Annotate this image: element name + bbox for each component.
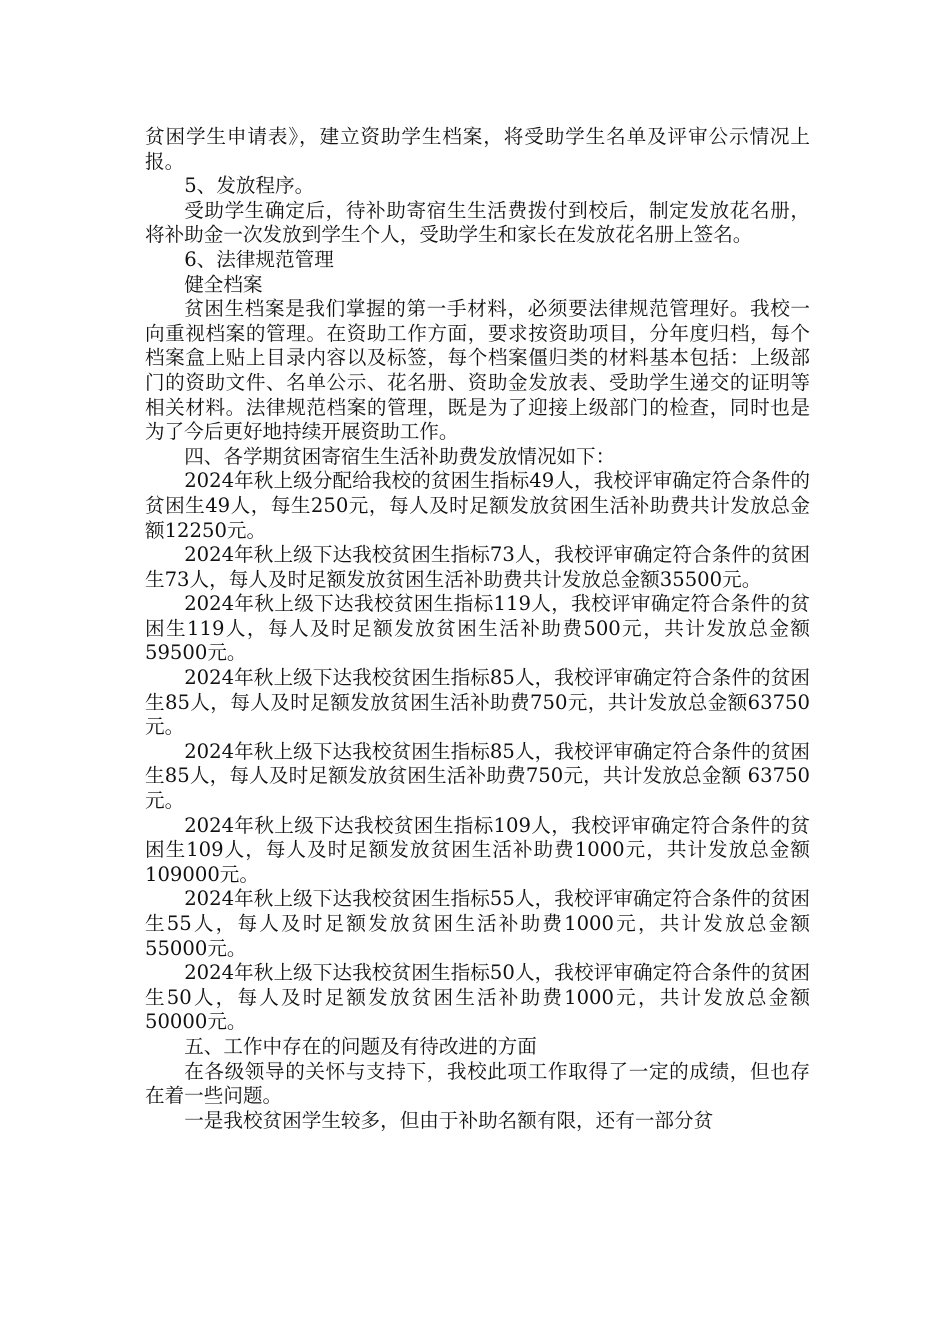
document-page [145, 125, 810, 1133]
paragraph-subsidy-record-5: 2024年秋上级下达我校贫困生指标85人，我校评审确定符合条件的贫困生85人，每人及时足额发放贫困生活补助费750元，共计发放总金额 63750元。 [145, 739, 810, 813]
paragraph-subsidy-record-2: 2024年秋上级下达我校贫困生指标73人，我校评审确定符合条件的贫困生73人，每人及时足额发放贫困生活补助费共计发放总金额35500元。 [145, 543, 810, 591]
paragraph-achievements: 在各级领导的关怀与支持下，我校此项工作取得了一定的成绩，但也存在着一些问题。 [145, 1059, 810, 1108]
paragraph-subsidy-record-4: 2024年秋上级下达我校贫困生指标85人，我校评审确定符合条件的贫困生85人，每人及时足额发放贫困生活补助费750元，共计发放总金额63750元。 [145, 666, 810, 739]
paragraph-subsidy-record-3: 2024年秋上级下达我校贫困生指标119人，我校评审确定符合条件的贫困生119人，每人及时足额发放贫困生活补助费500元，共计发放总金额59500元。 [145, 592, 810, 665]
section-heading-problems: 五、工作中存在的问题及有待改进的方面 [184, 1034, 537, 1058]
paragraph-disbursement: 受助学生确定后，待补助寄宿生生活费拨付到校后，制定发放花名册，将补助金一次发放到学生个人，受助学生和家长在发放花名册上签名。 [145, 198, 810, 247]
subheading-archives: 健全档案 [184, 272, 263, 296]
paragraph-subsidy-record-6: 2024年秋上级下达我校贫困生指标109人，我校评审确定符合条件的贫困生109人，每人及时足额发放贫困生活补助费1000元，共计发放总金额109000元。 [145, 813, 810, 886]
paragraph-archives: 贫困生档案是我们掌握的第一手材料，必须要法律规范管理好。我校一向重视档案的管理。在资助工作方面，要求按资助项目，分年度归档，每个档案盒上贴上目录内容以及标签，每个档案僵归类的材料基本包括：上级部门的资助文件、名单公示、花名册、资助金发放表、受助学生递交的证明等相关材料。法律规范档案的管理，既是为了迎接上级部门的检查，同时也是为了今后更好地持续开展资助工作。 [145, 297, 810, 444]
section-heading-subsidy-status: 四、各学期贫困寄宿生生活补助费发放情况如下： [184, 444, 616, 468]
paragraph-problem-one: 一是我校贫困学生较多，但由于补助名额有限，还有一部分贫 [184, 1108, 714, 1132]
paragraph-subsidy-record-1: 2024年秋上级分配给我校的贫困生指标49人，我校评审确定符合条件的贫困生49人，每生250元，每人及时足额发放贫困生活补助费共计发放总金额12250元。 [145, 469, 810, 542]
paragraph-subsidy-record-7: 2024年秋上级下达我校贫困生指标55人，我校评审确定符合条件的贫困生55人，每人及时足额发放贫困生活补助费1000元，共计发放总金额 55000元。 [145, 887, 810, 960]
section-heading-legal-management: 6、法律规范管理 [184, 247, 334, 271]
paragraph-continued: 贫困学生申请表》，建立资助学生档案，将受助学生名单及评审公示情况上报。 [145, 125, 810, 173]
section-heading-disbursement-procedure: 5、发放程序。 [184, 174, 315, 198]
paragraph-subsidy-record-8: 2024年秋上级下达我校贫困生指标50人，我校评审确定符合条件的贫困生50人，每人及时足额发放贫困生活补助费1000元，共计发放总金额 50000元。 [145, 961, 810, 1034]
